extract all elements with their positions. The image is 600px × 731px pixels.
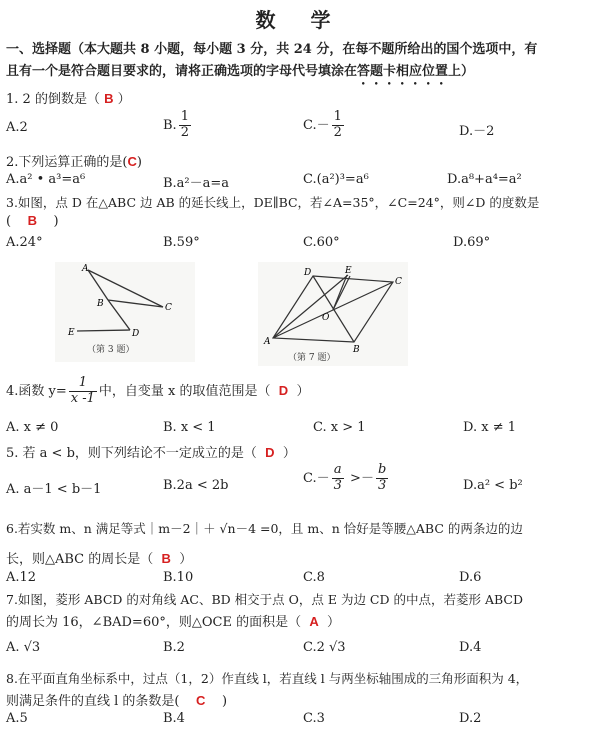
- fig3-caption: （第 3 题）: [87, 345, 135, 355]
- figure-q3: [55, 262, 195, 362]
- fig3-label-c: C: [165, 303, 172, 313]
- q7-option-b: B.2: [163, 640, 185, 655]
- q8-line2: 则满足条件的直线 l 的条数是( C ): [6, 693, 228, 709]
- q4-option-b: B. x < 1: [163, 420, 216, 435]
- fig3-label-e: E: [68, 328, 75, 338]
- q4-option-a: A. x ≠ 0: [6, 420, 59, 435]
- q8-option-c: C.3: [303, 711, 325, 726]
- q2-option-c: C.(a²)³=a⁶: [303, 172, 369, 187]
- q5-option-d: D.a² < b²: [463, 478, 523, 493]
- q5-answer: D: [265, 445, 275, 460]
- fig7-label-d: D: [304, 268, 312, 278]
- q1-option-d: D.－2: [459, 124, 495, 139]
- q5-option-a: A. a－1 < b－1: [6, 482, 102, 497]
- q8-option-d: D.2: [459, 711, 482, 726]
- q8-line1: 8.在平面直角坐标系中，过点（1，2）作直线 l，若直线 l 与两坐标轴围成的三角形面积为 4，: [6, 671, 529, 686]
- q4-stem: 4.函数 y= $\frac{1}{x -1}$ 中，自变量 x 的取值范围是（ D ）: [6, 375, 310, 406]
- q8-option-b: B.4: [163, 711, 185, 726]
- q2-stem: 2.下列运算正确的是(C): [6, 154, 142, 170]
- q4-option-c: C. x > 1: [313, 420, 366, 435]
- q7-option-a: A. √3: [6, 640, 41, 655]
- fig7-label-b: B: [353, 345, 360, 355]
- q2-option-a: A.a² • a³=a⁶: [6, 172, 86, 187]
- q3-option-c: C.60°: [303, 235, 340, 250]
- fig3-label-d: D: [132, 329, 140, 339]
- q4-answer: D: [278, 382, 289, 398]
- q6-option-b: B.10: [163, 570, 194, 585]
- q6-line2: 长，则△ABC 的周长是（ B ）: [6, 551, 193, 567]
- q3-option-d: D.69°: [453, 235, 491, 250]
- fig3-label-a: A: [82, 264, 89, 274]
- q2-option-d: D.a⁸+a⁴=a²: [447, 172, 522, 187]
- q3-answer-line: ( B ): [6, 213, 59, 229]
- fig7-caption: （第 7 题）: [288, 353, 336, 363]
- q1-option-c: C.－ $\frac{1}{2}$: [303, 109, 342, 140]
- fig7-label-e: E: [345, 266, 352, 276]
- q7-line1: 7.如图，菱形 ABCD 的对角线 AC、BD 相交于点 O，点 E 为边 CD 的中点，若菱形 ABCD: [6, 592, 523, 607]
- q6-option-c: C.8: [303, 570, 325, 585]
- section-heading-line1: 一、选择题（本大题共 8 小题，每小题 3 分，共 24 分，在每不题所给出的国个选项中，有: [6, 42, 538, 57]
- q7-line2: 的周长为 16，∠BAD=60°，则△OCE 的面积是（ A ）: [6, 614, 341, 630]
- q1-option-b: B. $\frac{1}{2}$: [163, 109, 189, 140]
- fig3-label-b: B: [97, 299, 104, 309]
- q6-option-d: D.6: [459, 570, 482, 585]
- q5-stem: 5. 若 a < b，则下列结论不一定成立的是（ D ）: [6, 445, 296, 461]
- fig7-label-c: C: [395, 277, 402, 287]
- q7-option-c: C.2 √3: [303, 640, 346, 655]
- section-heading-line2: 且有一个是符合题目要求的，请将正确选项的字母代号填涂在答题卡相应位置上）: [6, 64, 475, 79]
- q8-answer: C: [196, 693, 206, 708]
- q5-option-b: B.2a < 2b: [163, 478, 229, 493]
- page-title: 数 学: [255, 8, 345, 32]
- q8-option-a: A.5: [6, 711, 28, 726]
- q5-option-c: C.－ $\frac{a}{3}$ >－ $\frac{b}{3}$: [303, 462, 387, 493]
- q3-answer: B: [27, 213, 37, 228]
- q4-option-d: D. x ≠ 1: [463, 420, 516, 435]
- q1-answer: B: [104, 91, 114, 106]
- q2-option-b: B.a²－a=a: [163, 176, 230, 191]
- q1-option-a: A.2: [6, 120, 28, 135]
- q3-stem: 3.如图，点 D 在△ABC 边 AB 的延长线上，DE∥BC，若∠A=35°，∠C=24°，则∠D 的度数是: [6, 195, 540, 210]
- fig7-label-o: O: [322, 313, 330, 323]
- q6-option-a: A.12: [6, 570, 37, 585]
- q7-answer: A: [309, 614, 319, 629]
- q2-answer: C: [127, 154, 137, 169]
- q3-option-a: A.24°: [6, 235, 43, 250]
- figure-q7: [258, 262, 408, 366]
- q3-option-b: B.59°: [163, 235, 200, 250]
- q6-line1: 6.若实数 m、n 满足等式｜m－2｜＋ √n－4 =0，且 m、n 恰好是等腰△ABC 的两条边的边: [6, 521, 523, 536]
- q6-answer: B: [161, 551, 171, 566]
- fig7-label-a: A: [264, 337, 271, 347]
- q7-option-d: D.4: [459, 640, 482, 655]
- q1-stem: 1. 2 的倒数是（ B ）: [6, 91, 131, 107]
